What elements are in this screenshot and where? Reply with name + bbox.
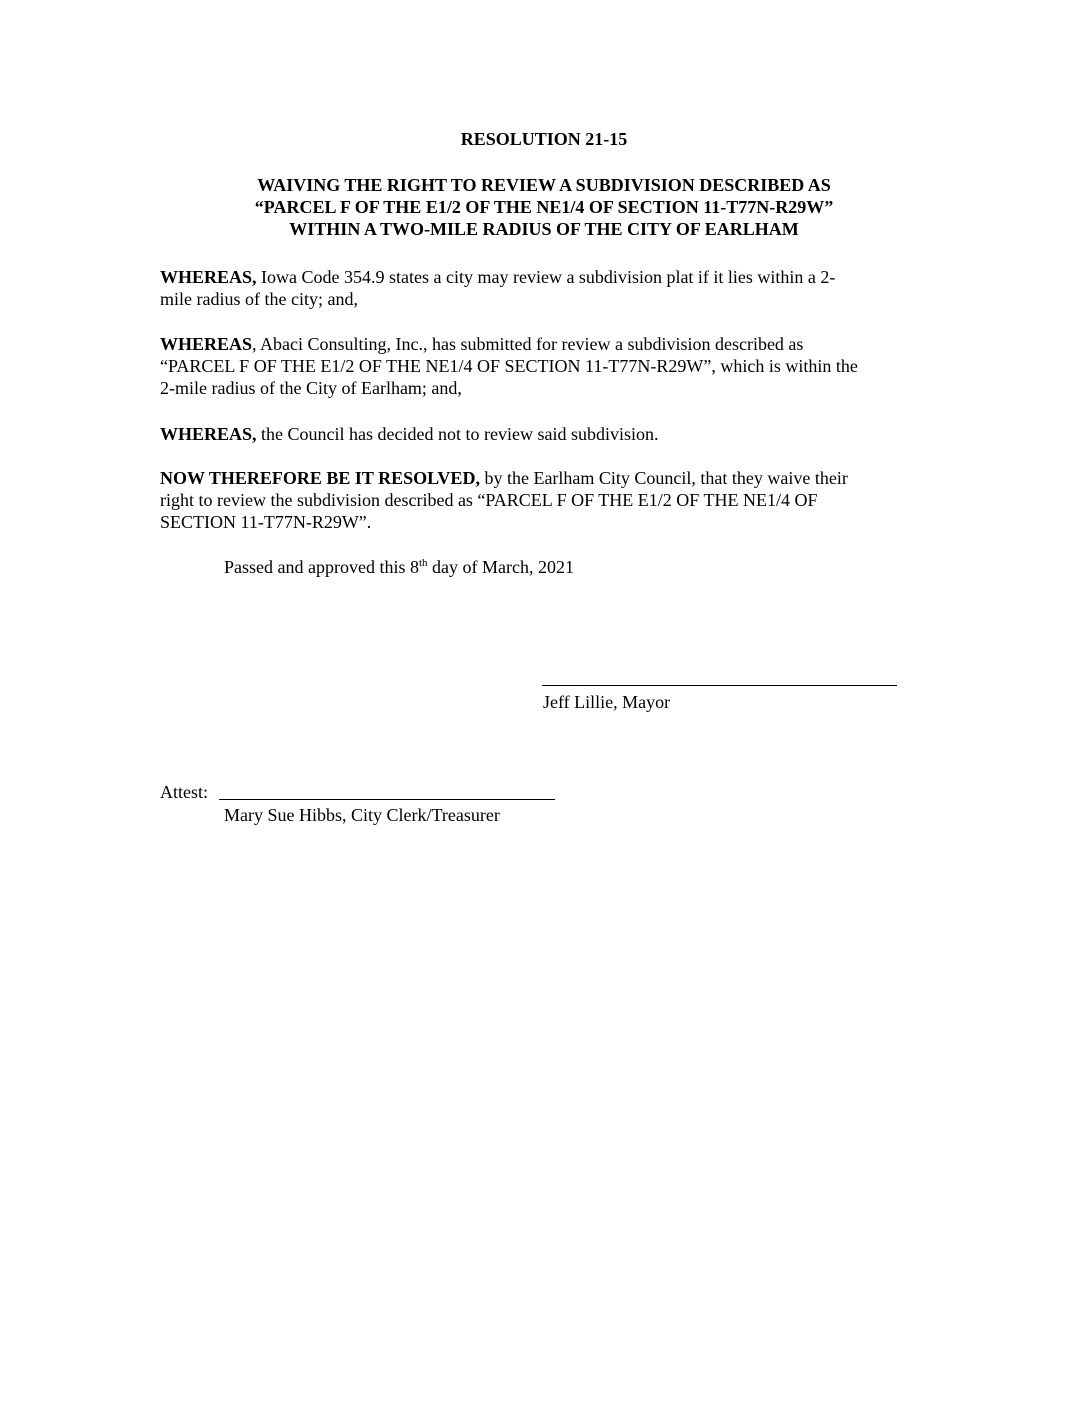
paragraph-text: 2-mile radius of the City of Earlham; and,: [160, 378, 462, 398]
attest-label: Attest:: [160, 782, 208, 802]
subtitle-line: WITHIN A TWO-MILE RADIUS OF THE CITY OF EARLHAM: [289, 219, 799, 239]
paragraph-lead: WHEREAS,: [160, 424, 257, 444]
paragraph-text: “PARCEL F OF THE E1/2 OF THE NE1/4 OF SECTION 11-T77N-R29W”, which is within the: [160, 356, 858, 376]
resolution-subtitle: [0, 174, 1088, 240]
whereas-paragraph-2: [160, 333, 930, 399]
clerk-signature-line: [219, 799, 555, 800]
passed-approved-date: [224, 556, 574, 578]
passed-prefix: Passed and approved this 8: [224, 557, 419, 577]
paragraph-text: Iowa Code 354.9 states a city may review a subdivision plat if it lies within a 2-: [256, 267, 836, 287]
resolution-title: RESOLUTION 21-15: [460, 129, 628, 149]
mayor-signature-line: [542, 685, 897, 686]
subtitle-line: WAIVING THE RIGHT TO REVIEW A SUBDIVISION DESCRIBED AS: [257, 175, 831, 195]
paragraph-text: , Abaci Consulting, Inc., has submitted for review a subdivision described as: [252, 334, 804, 354]
passed-suffix: day of March, 2021: [427, 557, 574, 577]
paragraph-text: SECTION 11-T77N-R29W”.: [160, 512, 372, 532]
mayor-signature-name: Jeff Lillie, Mayor: [543, 692, 671, 712]
paragraph-text: mile radius of the city; and,: [160, 289, 358, 309]
clerk-signature-name: Mary Sue Hibbs, City Clerk/Treasurer: [224, 805, 500, 825]
paragraph-lead: WHEREAS: [160, 334, 253, 354]
paragraph-lead: NOW THEREFORE BE IT RESOLVED,: [160, 468, 480, 488]
whereas-paragraph-1: [160, 266, 930, 310]
resolved-paragraph: [160, 467, 930, 533]
paragraph-text: the Council has decided not to review said subdivision.: [256, 424, 659, 444]
paragraph-text: right to review the subdivision described as “PARCEL F OF THE E1/2 OF THE NE1/4 OF: [160, 490, 818, 510]
ordinal-suffix: th: [418, 557, 428, 569]
whereas-paragraph-3: [160, 423, 930, 445]
subtitle-line: “PARCEL F OF THE E1/2 OF THE NE1/4 OF SECTION 11-T77N-R29W”: [254, 197, 834, 217]
paragraph-lead: WHEREAS,: [160, 267, 257, 287]
paragraph-text: by the Earlham City Council, that they waive their: [479, 468, 848, 488]
